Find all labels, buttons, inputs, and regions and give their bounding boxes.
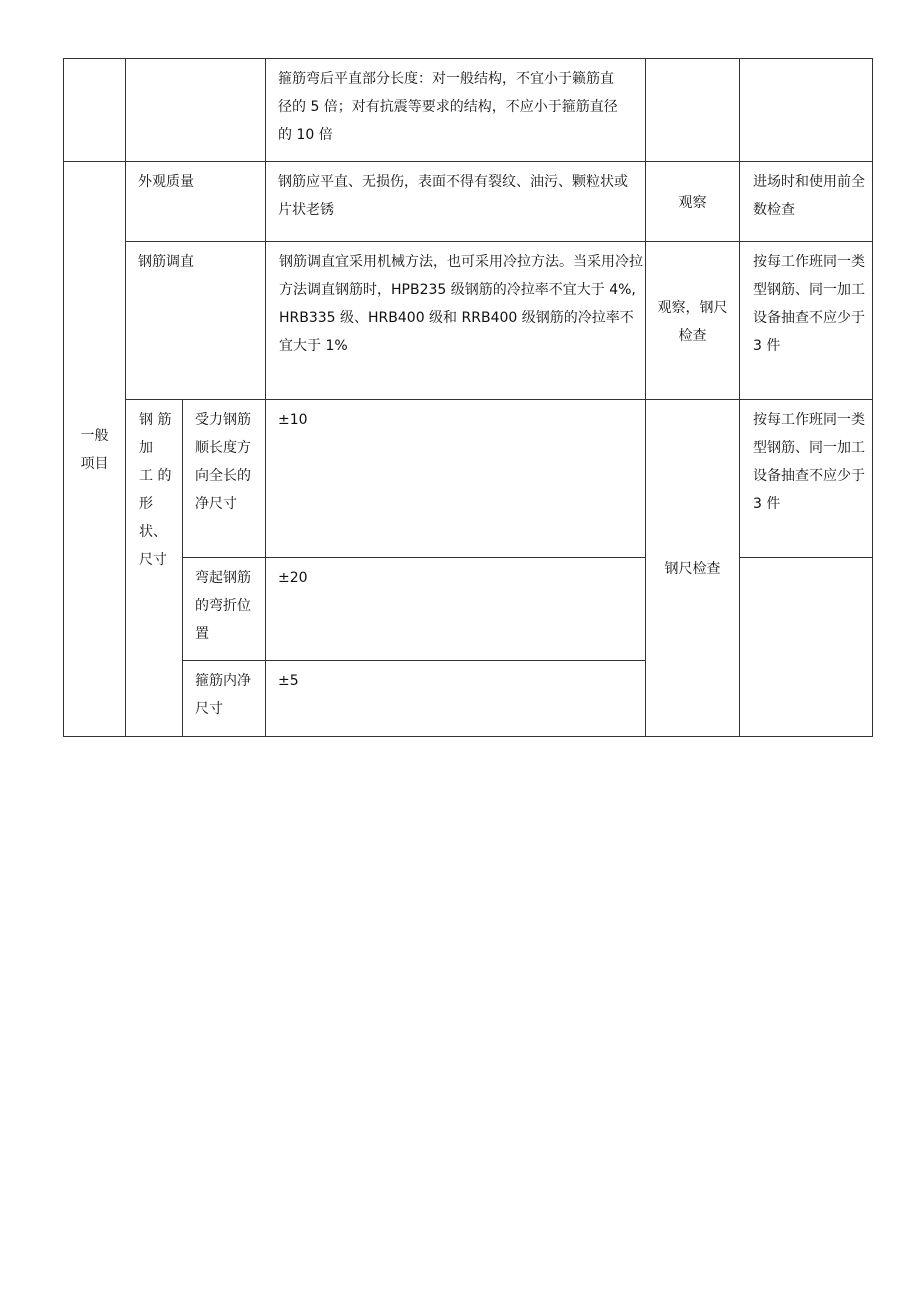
item-line: 加 xyxy=(139,440,153,456)
category-label: 一般 xyxy=(80,428,109,444)
check-method-cell: 观察 xyxy=(646,162,740,242)
item-line: 形状、 xyxy=(139,496,167,540)
quantity-cell: 按每工作班同一类型钢筋、同一加工设备抽查不应少于 3 件 xyxy=(740,242,873,400)
table-row-shape-2 xyxy=(64,558,873,661)
quantity-cell-empty xyxy=(740,558,873,737)
check-method-line: 检查 xyxy=(678,327,707,344)
sub-item-cell: 受力钢筋顺长度方向全长的净尺寸 xyxy=(183,400,266,558)
requirement-line: 的 10 倍 xyxy=(278,127,333,143)
requirement-cell xyxy=(266,59,646,162)
item-line: 尺寸 xyxy=(139,552,167,568)
check-method-cell xyxy=(646,242,740,400)
category-cell-empty xyxy=(64,59,126,162)
requirement-line: 径的 5 倍；对有抗震等要求的结构，不应小于箍筋直径 xyxy=(278,99,618,115)
table-row-continuation xyxy=(64,59,873,162)
quantity-cell-empty xyxy=(740,59,873,162)
check-method-cell: 钢尺检查 xyxy=(646,400,740,737)
item-cell: 外观质量 xyxy=(126,162,266,242)
requirement-line: 箍筋弯后平直部分长度：对一般结构，不宜小于籁筋直 xyxy=(278,71,614,87)
requirement-cell: 钢筋应平直、无损伤，表面不得有裂纹、油污、颗粒状或片状老锈 xyxy=(266,162,646,242)
category-cell xyxy=(64,162,126,737)
table-row-shape-1 xyxy=(64,400,873,558)
inspection-table xyxy=(63,58,873,737)
item-cell: 钢筋调直 xyxy=(126,242,266,400)
check-method-line: 观察，钢尺 xyxy=(657,299,728,316)
quantity-cell: 按每工作班同一类型钢筋、同一加工设备抽查不应少于 3 件 xyxy=(740,400,873,558)
table-row-straightening xyxy=(64,242,873,400)
item-line: 工 的 xyxy=(139,468,172,484)
tolerance-cell: ±10 xyxy=(266,400,646,558)
tolerance-cell: ±5 xyxy=(266,661,646,737)
sub-item-cell: 弯起钢筋的弯折位置 xyxy=(183,558,266,661)
sub-item-cell: 箍筋内净尺寸 xyxy=(183,661,266,737)
requirement-cell: 钢筋调直宜采用机械方法，也可采用冷拉方法。当采用冷拉方法调直钢筋时，HPB235 级钢筋的冷拉率不宜大于 4%,HRB335 级、HRB400 级和 RRB400 级钢筋的冷拉率不宜大于 1% xyxy=(266,242,646,400)
table-row-appearance xyxy=(64,162,873,242)
tolerance-cell: ±20 xyxy=(266,558,646,661)
item-cell xyxy=(126,400,183,737)
item-line: 钢 筋 xyxy=(139,412,172,428)
category-label: 项目 xyxy=(80,456,109,472)
check-method-cell-empty xyxy=(646,59,740,162)
item-cell-empty xyxy=(126,59,266,162)
quantity-cell: 进场时和使用前全数检查 xyxy=(740,162,873,242)
